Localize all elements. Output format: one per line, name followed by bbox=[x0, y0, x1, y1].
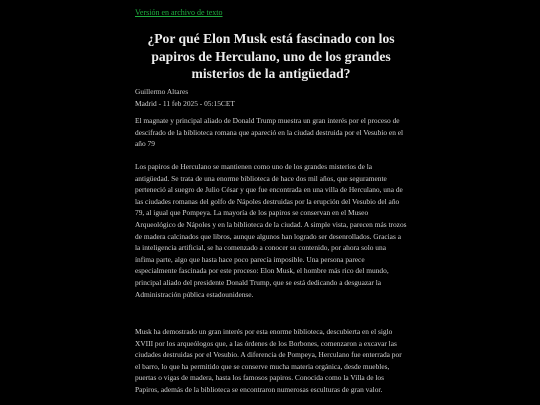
article-title: ¿Por qué Elon Musk está fascinado con los papiros de Herculano, uno de los grandes misterios de la antigüedad? bbox=[147, 31, 395, 81]
article-paragraph: Los papiros de Herculano se mantienen como uno de los grandes misterios de la antigüedad. Se trata de una enorme biblioteca de hace dos mil años, que seguramente perteneció al suegro de Julio César y que fue encontrada en una villa de Herculano, una de las ciudades romanas del golfo de Nápoles destruidas por la erupción del Vesubio del año 79, al igual que Pompeya. La mayoría de los papiros se conservan en el Museo Arqueológico de Nápoles y en la biblioteca de la ciudad. A simple vista, parecen más trozos de madera calcinados que libros, aunque algunos han logrado ser desenrollados. Gracias a la inteligencia artificial, se ha comenzado a conocer su contenido, por ahora solo una ínfima parte, algo que hasta hace poco parecía imposible. Una persona parece especialmente fascinada por este proceso: Elon Musk, el hombre más rico del mundo, principal aliado del presidente Donald Trump, que se está dedicando a desguazar la Administración pública estadounidense. bbox=[135, 162, 407, 299]
article-paragraph: Musk ha demostrado un gran interés por esta enorme biblioteca, descubierta en el siglo XVIII por los arqueólogos que, a las órdenes de los Borbones, comenzaron a excavar las ciudades destruidas por el Vesubio. A diferencia de Pompeya, Herculano fue enterrada por el barro, lo que ha permitido que se conserve mucha materia orgánica, desde muebles, puertas o vigas de madera, hasta los famosos papiros. Conocida como la Villa de los Papiros, además de la biblioteca se encontraron numerosas esculturas de gran valor. bbox=[135, 327, 402, 394]
author-name: Guillermo Altares bbox=[135, 87, 189, 96]
dateline: Madrid - 11 feb 2025 - 05:15CET bbox=[135, 98, 235, 108]
byline bbox=[135, 86, 235, 109]
article-subtitle: El magnate y principal aliado de Donald Trump muestra un gran interés por el proceso de descifrado de la biblioteca romana que apareció en la ciudad destruida por el Vesubio en el año 79 bbox=[135, 116, 404, 149]
text-version-link[interactable]: Versión en archivo de texto bbox=[135, 8, 223, 17]
